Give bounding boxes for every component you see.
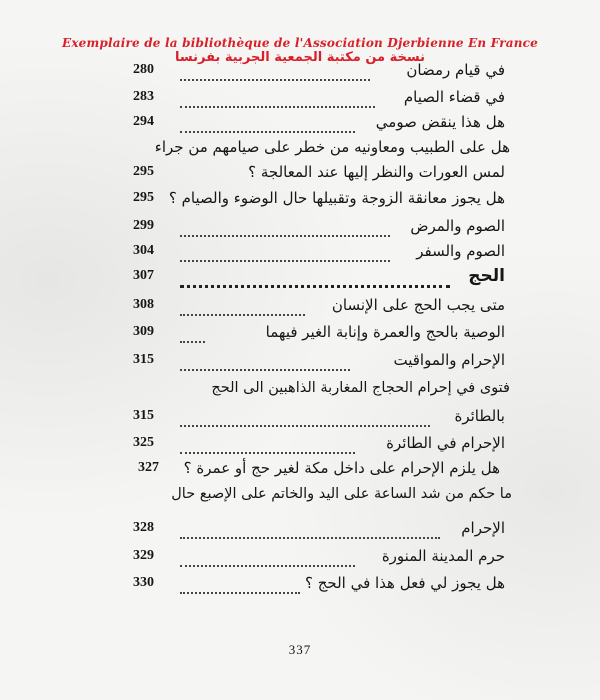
toc-entry (0, 87, 600, 115)
dot-leader (180, 369, 350, 371)
toc-entry (0, 518, 600, 546)
toc-entry (0, 295, 600, 323)
toc-entry (0, 241, 600, 269)
toc-entry (0, 322, 600, 350)
toc-entry-page: 283 (133, 89, 154, 104)
library-stamp-arabic: نسخة من مكتبة الجمعية الجربية بفرنسا (175, 50, 425, 65)
toc-entry-title: هل يلزم الإحرام على داخل مكة لغير حج أو عمرة ؟ (183, 459, 500, 477)
dot-leader (180, 452, 355, 454)
toc-entry-page: 309 (133, 324, 154, 339)
toc-entry-page: 280 (133, 62, 154, 77)
library-stamp-french: Exemplaire de la bibliothèque de l'Association Djerbienne En France (61, 36, 539, 50)
toc-entry-continued (0, 378, 600, 406)
toc-entry-title: الإحرام في الطائرة (386, 434, 505, 452)
toc-entry-title: في قيام رمضان (406, 61, 505, 79)
toc-entry-title: فتوى في إحرام الحجاج المغاربة الذاهبين الى الحج (211, 380, 510, 396)
toc-entry-title: بالطائرة (454, 407, 505, 425)
toc-entry-title: في قضاء الصيام (403, 88, 505, 106)
toc-entry-title: هل يجوز لي فعل هذا في الحج ؟ (304, 574, 505, 592)
toc-entry-page: 307 (133, 268, 154, 283)
dot-leader (180, 79, 370, 81)
toc-entry-page: 315 (133, 352, 154, 367)
toc-entry-page: 325 (133, 435, 154, 450)
toc-entry-page: 304 (133, 243, 154, 258)
toc-entry-title: متى يجب الحج على الإنسان (331, 296, 505, 314)
toc-entry (0, 433, 600, 461)
dot-leader (180, 425, 430, 427)
toc-entry (0, 458, 600, 486)
dot-leader (180, 565, 355, 567)
page-number: 337 (288, 642, 312, 657)
toc-entry-page: 308 (133, 297, 154, 312)
toc-entry (0, 350, 600, 378)
dot-leader (180, 537, 440, 539)
toc-entry-title: ما حكم من شد الساعة على اليد والخاتم على الإصبع حال (171, 486, 512, 502)
dot-leader (180, 314, 305, 316)
dot-leader (180, 235, 390, 237)
toc-entry-page: 315 (133, 408, 154, 423)
toc-entry-page: 299 (133, 218, 154, 233)
toc-entry-title: هل يجوز معانقة الزوجة وتقبيلها حال الوضوء والصيام ؟ (168, 189, 505, 207)
toc-entry-title: هل على الطبيب ومعاونيه من خطر على صيامهم من جراء (154, 138, 510, 156)
toc-entry-page: 328 (133, 520, 154, 535)
toc-entry (0, 60, 600, 88)
toc-entry-page: 329 (133, 548, 154, 563)
toc-entry-title: الإحرام والمواقيت (393, 351, 505, 369)
toc-entry-title: الإحرام (461, 519, 505, 537)
toc-entry-continued (0, 484, 600, 512)
toc-entry-title: الصوم والمرض (410, 217, 505, 235)
toc-entry-page: 294 (133, 114, 154, 129)
toc-entry-title: الوصية بالحج والعمرة وإنابة الغير فيهما (265, 323, 505, 341)
toc-section-heading (0, 266, 600, 294)
dot-leader (180, 285, 450, 288)
toc-entry (0, 162, 600, 190)
toc-entry (0, 216, 600, 244)
toc-entry-title: حرم المدينة المنورة (381, 547, 505, 565)
dot-leader (180, 131, 355, 133)
dot-leader (180, 341, 205, 343)
dot-leader (180, 592, 300, 594)
dot-leader (180, 106, 375, 108)
dot-leader (180, 260, 390, 262)
toc-section-title: الحج (468, 266, 505, 286)
toc-entry-page: 327 (138, 460, 159, 475)
toc-entry (0, 546, 600, 574)
toc-entry-continued (0, 137, 600, 165)
toc-entry (0, 573, 600, 601)
toc-entry (0, 112, 600, 140)
toc-entry-page: 295 (133, 190, 154, 205)
toc-entry-page: 330 (133, 575, 154, 590)
toc-entry (0, 406, 600, 434)
toc-entry-title: الصوم والسفر (416, 242, 505, 260)
toc-entry-title: هل هذا ينقض صومي (375, 113, 505, 131)
toc-entry (0, 188, 600, 216)
toc-entry-title: لمس العورات والنظر إليها عند المعالجة ؟ (248, 163, 505, 181)
toc-entry-page: 295 (133, 164, 154, 179)
